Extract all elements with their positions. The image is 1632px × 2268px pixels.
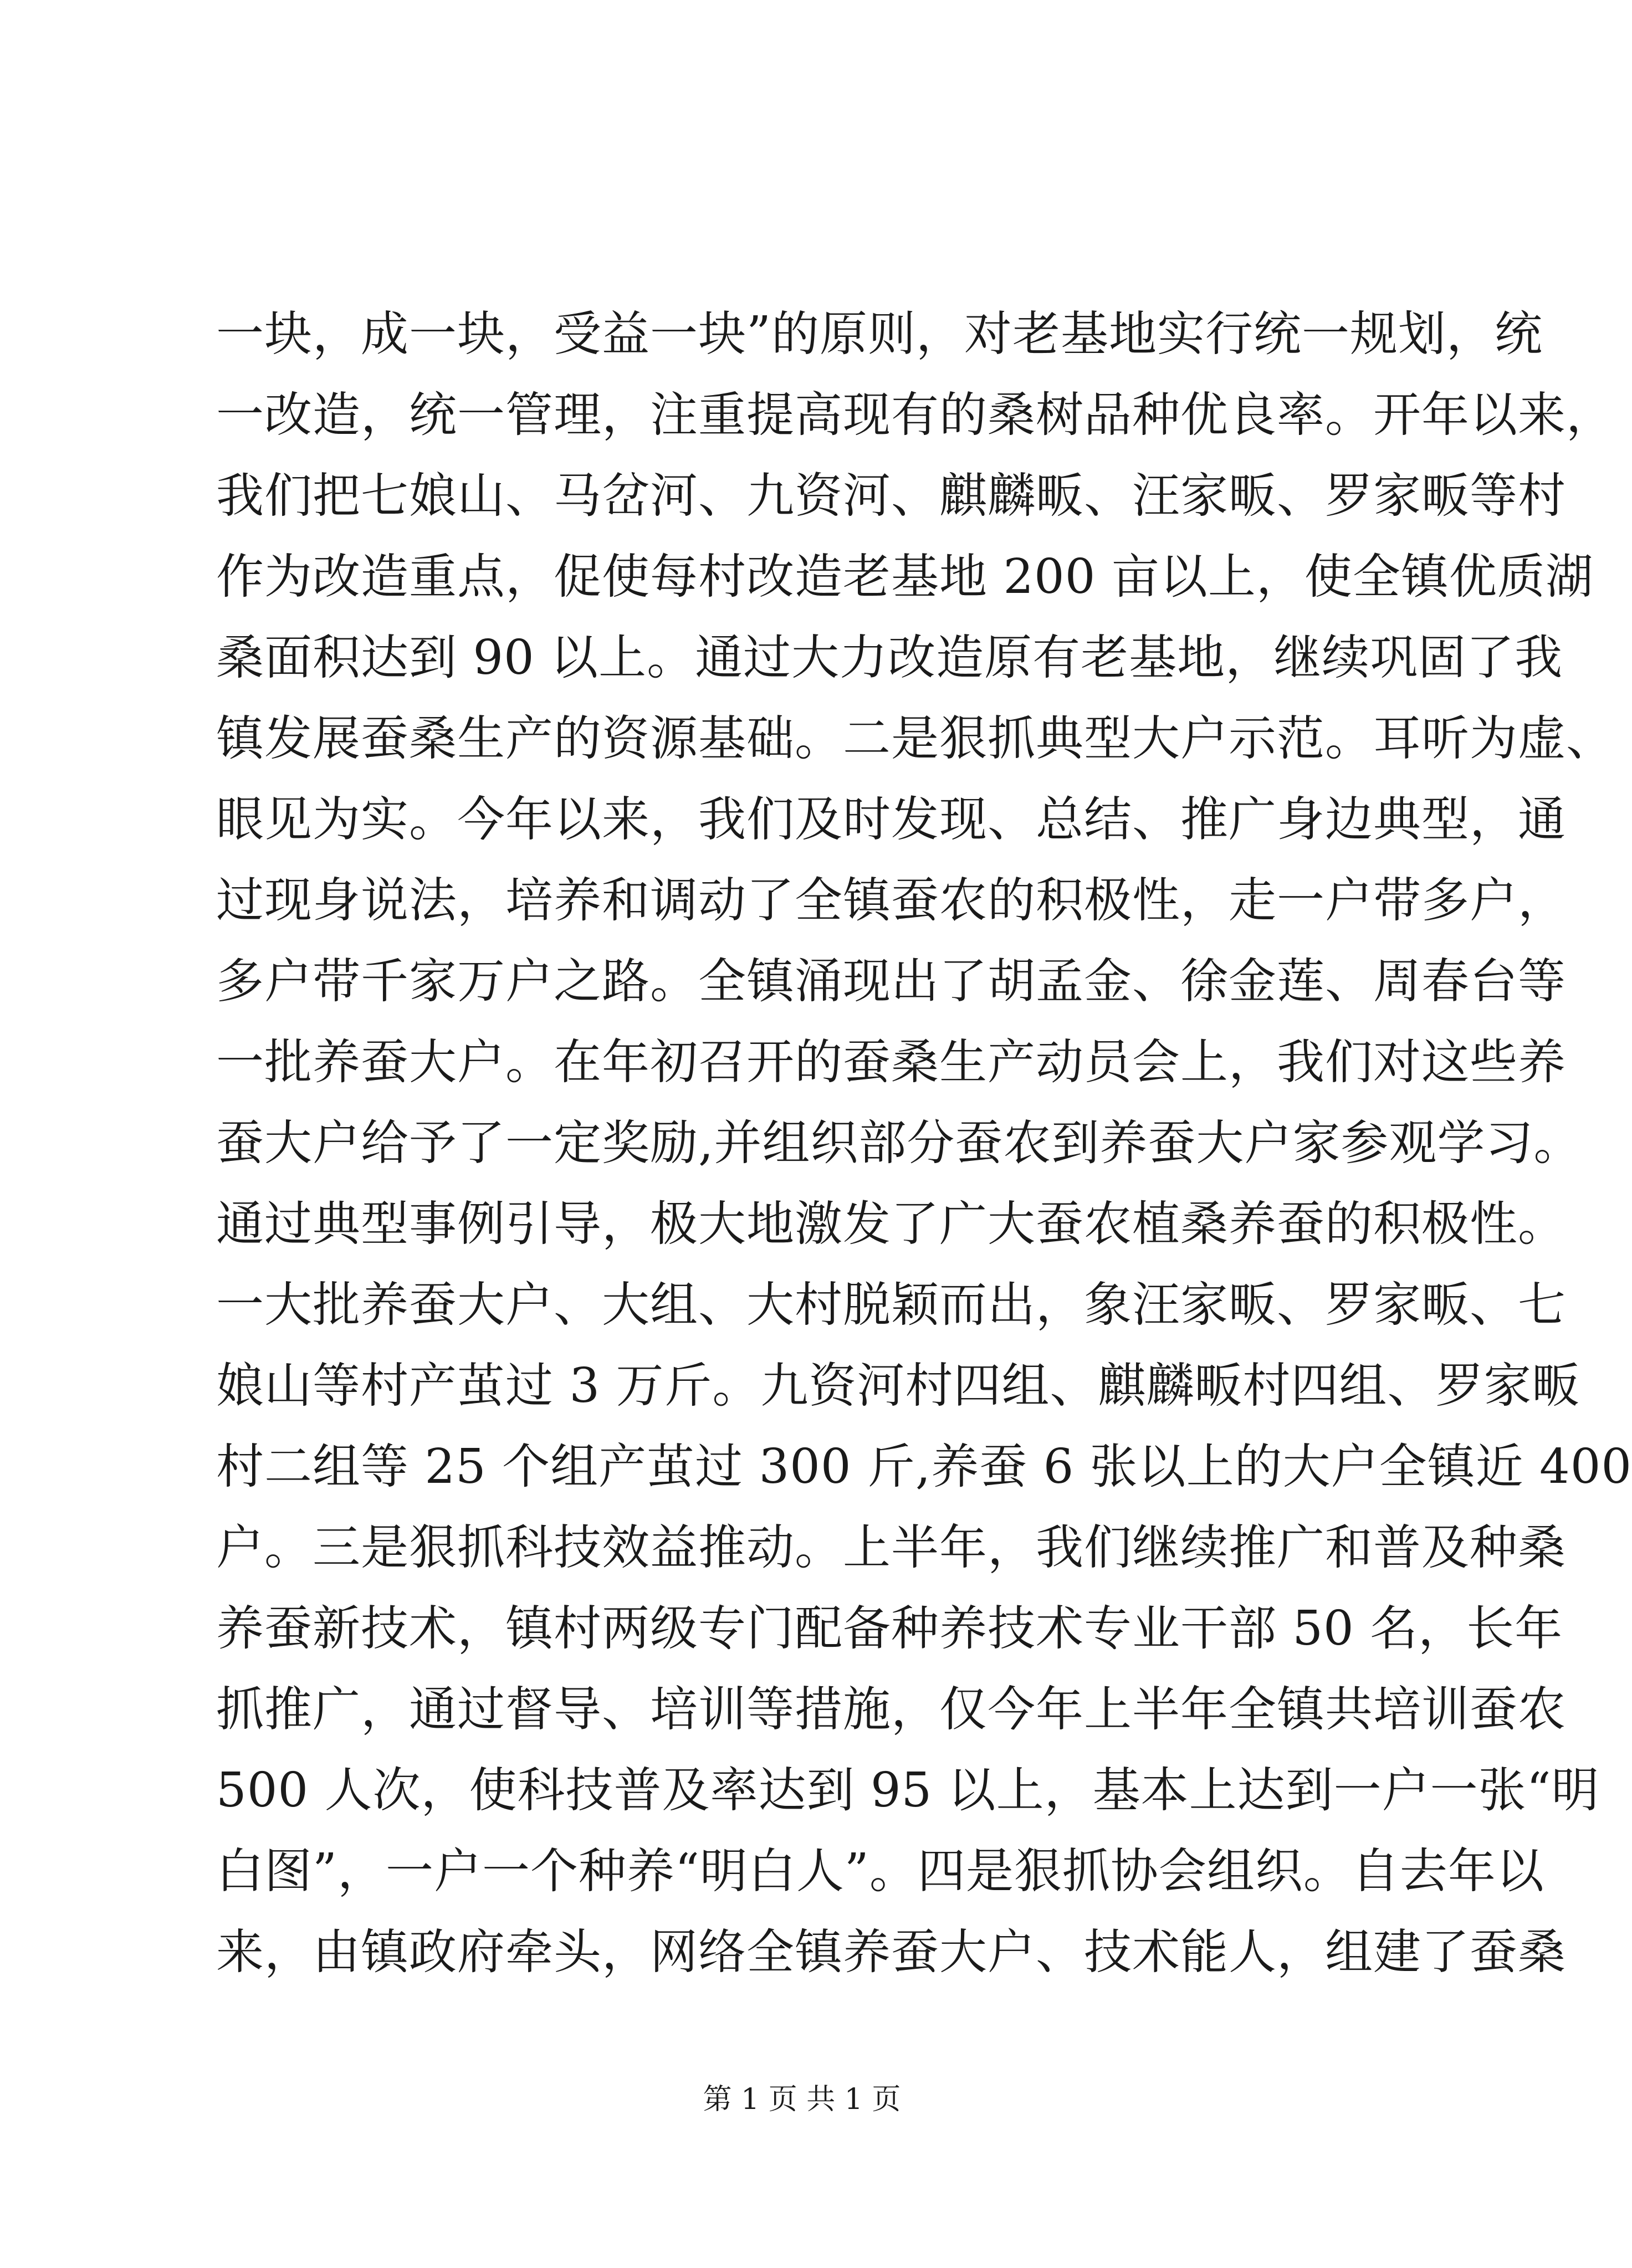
page-footer: 第 1 页 共 1 页 — [703, 2083, 901, 2116]
text-line: 蚕大户给予了一定奖励,并组织部分蚕农到养蚕大户家参观学习。 — [216, 1115, 1582, 1171]
text-line: 娘山等村产茧过 3 万斤。九资河村四组、麒麟畈村四组、罗家畈 — [216, 1358, 1580, 1414]
text-line: 来，由镇政府牵头，网络全镇养蚕大户、技术能人，组建了蚕桑 — [216, 1924, 1566, 1980]
text-line: 我们把七娘山、马岔河、九资河、麒麟畈、汪家畈、罗家畈等村 — [216, 468, 1566, 524]
text-line: 通过典型事例引导，极大地激发了广大蚕农植桑养蚕的积极性。 — [216, 1196, 1566, 1252]
body-text — [216, 294, 1632, 1993]
text-line: 抓推广，通过督导、培训等措施，仅今年上半年全镇共培训蚕农 — [216, 1682, 1566, 1737]
text-line: 一批养蚕大户。在年初召开的蚕桑生产动员会上，我们对这些养 — [216, 1035, 1566, 1090]
text-line: 村二组等 25 个组产茧过 300 斤,养蚕 6 张以上的大户全镇近 400 — [216, 1439, 1632, 1494]
text-line: 一改造，统一管理，注重提高现有的桑树品种优良率。开年以来， — [216, 387, 1614, 443]
text-line: 作为改造重点，促使每村改造老基地 200 亩以上，使全镇优质湖 — [216, 549, 1594, 605]
text-line: 500 人次，使科技普及率达到 95 以上，基本上达到一户一张“明 — [216, 1763, 1600, 1818]
text-line: 白图”，一户一个种养“明白人”。四是狠抓协会组织。自去年以 — [216, 1844, 1544, 1899]
text-line: 桑面积达到 90 以上。通过大力改造原有老基地，继续巩固了我 — [216, 630, 1563, 685]
text-line: 眼见为实。今年以来，我们及时发现、总结、推广身边典型，通 — [216, 792, 1566, 847]
text-line: 一块，成一块，受益一块”的原则，对老基地实行统一规划，统 — [216, 306, 1543, 362]
text-line: 户。三是狠抓科技效益推动。上半年，我们继续推广和普及种桑 — [216, 1520, 1566, 1575]
text-line: 养蚕新技术，镇村两级专门配备种养技术专业干部 50 名，长年 — [216, 1601, 1563, 1656]
text-line: 镇发展蚕桑生产的资源基础。二是狠抓典型大户示范。耳听为虚、 — [216, 711, 1614, 766]
text-line: 一大批养蚕大户、大组、大村脱颖而出，象汪家畈、罗家畈、七 — [216, 1277, 1566, 1333]
text-line: 多户带千家万户之路。全镇涌现出了胡孟金、徐金莲、周春台等 — [216, 954, 1566, 1009]
text-line: 过现身说法，培养和调动了全镇蚕农的积极性，走一户带多户， — [216, 873, 1566, 928]
